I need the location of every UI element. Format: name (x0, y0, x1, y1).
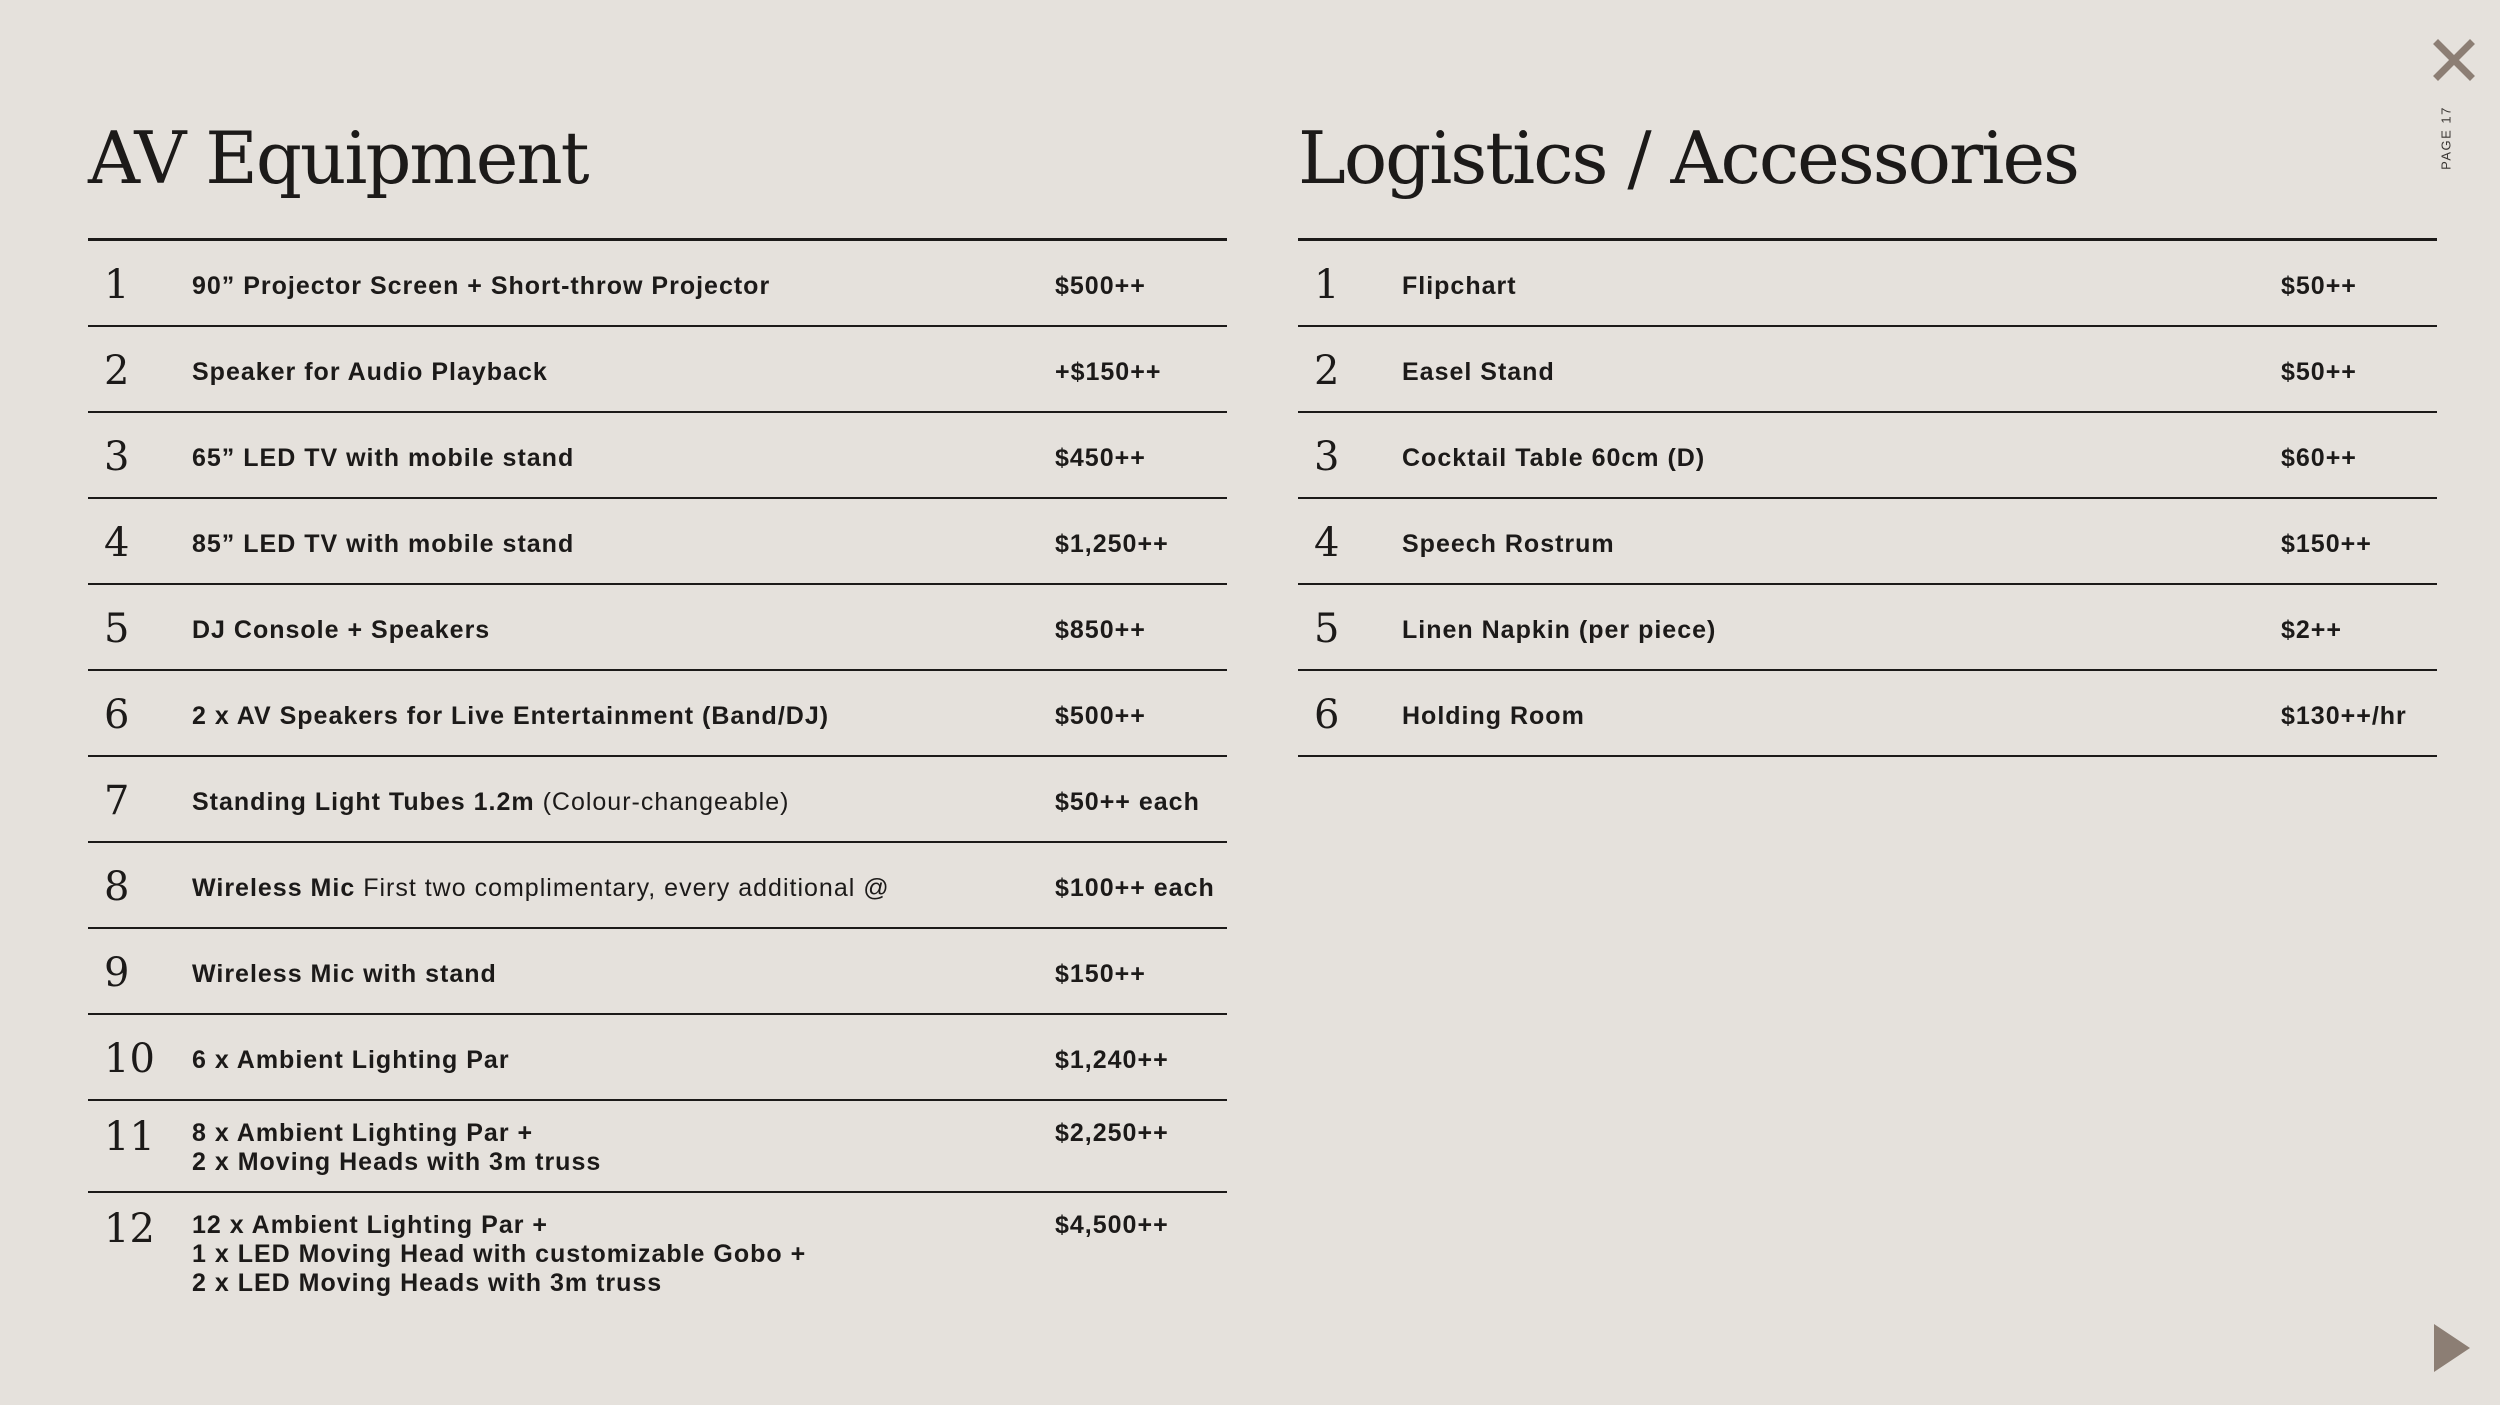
item-price: $2++ (2281, 616, 2343, 644)
item-name: 90” Projector Screen + Short-throw Projector (192, 272, 771, 300)
page-number-label: PAGE 17 (2438, 106, 2454, 170)
row-number: 1 (1314, 262, 1340, 308)
logistics-table (1298, 238, 2437, 757)
item-name: Speech Rostrum (1402, 530, 1615, 558)
item-name: Wireless Mic with stand (192, 960, 497, 988)
item-line: 12 x Ambient Lighting Par + (192, 1211, 548, 1239)
row-number: 9 (104, 950, 130, 996)
item-price: +$150++ (1055, 358, 1162, 386)
item-price: $150++ (2281, 530, 2372, 558)
item-price: $850++ (1055, 616, 1146, 644)
item-price: $150++ (1055, 960, 1146, 988)
table-row (88, 585, 1227, 671)
item-description (192, 874, 890, 903)
item-price: $100++ each (1055, 874, 1215, 902)
item-name: Wireless Mic (192, 874, 356, 902)
item-name: 2 x AV Speakers for Live Entertainment (Band/DJ) (192, 702, 830, 730)
row-number: 7 (104, 778, 130, 824)
table-row (1298, 499, 2437, 585)
row-number: 4 (104, 520, 130, 566)
table-row (88, 413, 1227, 499)
table-row (1298, 413, 2437, 499)
table-row (88, 843, 1227, 929)
row-number: 2 (104, 348, 130, 394)
table-row (88, 241, 1227, 327)
item-price: $500++ (1055, 272, 1146, 300)
item-line: 2 x LED Moving Heads with 3m truss (192, 1269, 663, 1297)
item-name: Linen Napkin (per piece) (1402, 616, 1717, 644)
item-price: $50++ (2281, 358, 2357, 386)
row-number: 10 (104, 1036, 155, 1082)
item-line: 1 x LED Moving Head with customizable Gobo + (192, 1240, 807, 1268)
table-row (1298, 671, 2437, 757)
item-description (192, 788, 789, 817)
row-number: 12 (104, 1206, 155, 1252)
item-price: $2,250++ (1055, 1119, 1169, 1147)
item-name: Holding Room (1402, 702, 1585, 730)
item-price: $50++ each (1055, 788, 1200, 816)
row-number: 5 (1314, 606, 1340, 652)
item-price: $60++ (2281, 444, 2357, 472)
logistics-title: Logistics / Accessories (1298, 116, 2078, 200)
row-number: 8 (104, 864, 130, 910)
row-number: 2 (1314, 348, 1340, 394)
next-page-icon[interactable] (2432, 1322, 2472, 1374)
item-price: $1,240++ (1055, 1046, 1169, 1074)
item-name: 85” LED TV with mobile stand (192, 530, 575, 558)
item-name: 6 x Ambient Lighting Par (192, 1046, 510, 1074)
item-name: 65” LED TV with mobile stand (192, 444, 575, 472)
table-row (1298, 585, 2437, 671)
item-price: $450++ (1055, 444, 1146, 472)
item-name: Speaker for Audio Playback (192, 358, 548, 386)
row-number: 11 (104, 1114, 155, 1160)
item-description (192, 1119, 601, 1177)
item-note: (Colour-changeable) (542, 788, 790, 816)
table-row (88, 671, 1227, 757)
row-number: 3 (104, 434, 130, 480)
table-row (88, 929, 1227, 1015)
table-row (1298, 327, 2437, 413)
item-price: $130++/hr (2281, 702, 2407, 730)
row-number: 4 (1314, 520, 1340, 566)
row-number: 5 (104, 606, 130, 652)
item-price: $1,250++ (1055, 530, 1169, 558)
item-line: 2 x Moving Heads with 3m truss (192, 1148, 602, 1176)
item-price: $4,500++ (1055, 1211, 1169, 1239)
item-name: Standing Light Tubes 1.2m (192, 788, 535, 816)
table-row (88, 499, 1227, 585)
item-line: 8 x Ambient Lighting Par + (192, 1119, 534, 1147)
row-number: 3 (1314, 434, 1340, 480)
table-row (88, 757, 1227, 843)
close-icon[interactable] (2432, 38, 2476, 82)
table-row (88, 1015, 1227, 1101)
item-note: First two complimentary, every additional @ (363, 874, 890, 902)
item-name: Easel Stand (1402, 358, 1555, 386)
table-row (88, 327, 1227, 413)
av-equipment-title: AV Equipment (88, 116, 588, 200)
av-equipment-table (88, 238, 1227, 1313)
item-price: $50++ (2281, 272, 2357, 300)
row-number: 6 (104, 692, 130, 738)
item-name: Flipchart (1402, 272, 1517, 300)
row-number: 6 (1314, 692, 1340, 738)
item-name: DJ Console + Speakers (192, 616, 491, 644)
table-row (88, 1193, 1227, 1313)
item-price: $500++ (1055, 702, 1146, 730)
table-row (1298, 241, 2437, 327)
item-name: Cocktail Table 60cm (D) (1402, 444, 1706, 472)
table-row (88, 1101, 1227, 1193)
row-number: 1 (104, 262, 130, 308)
item-description (192, 1211, 806, 1298)
